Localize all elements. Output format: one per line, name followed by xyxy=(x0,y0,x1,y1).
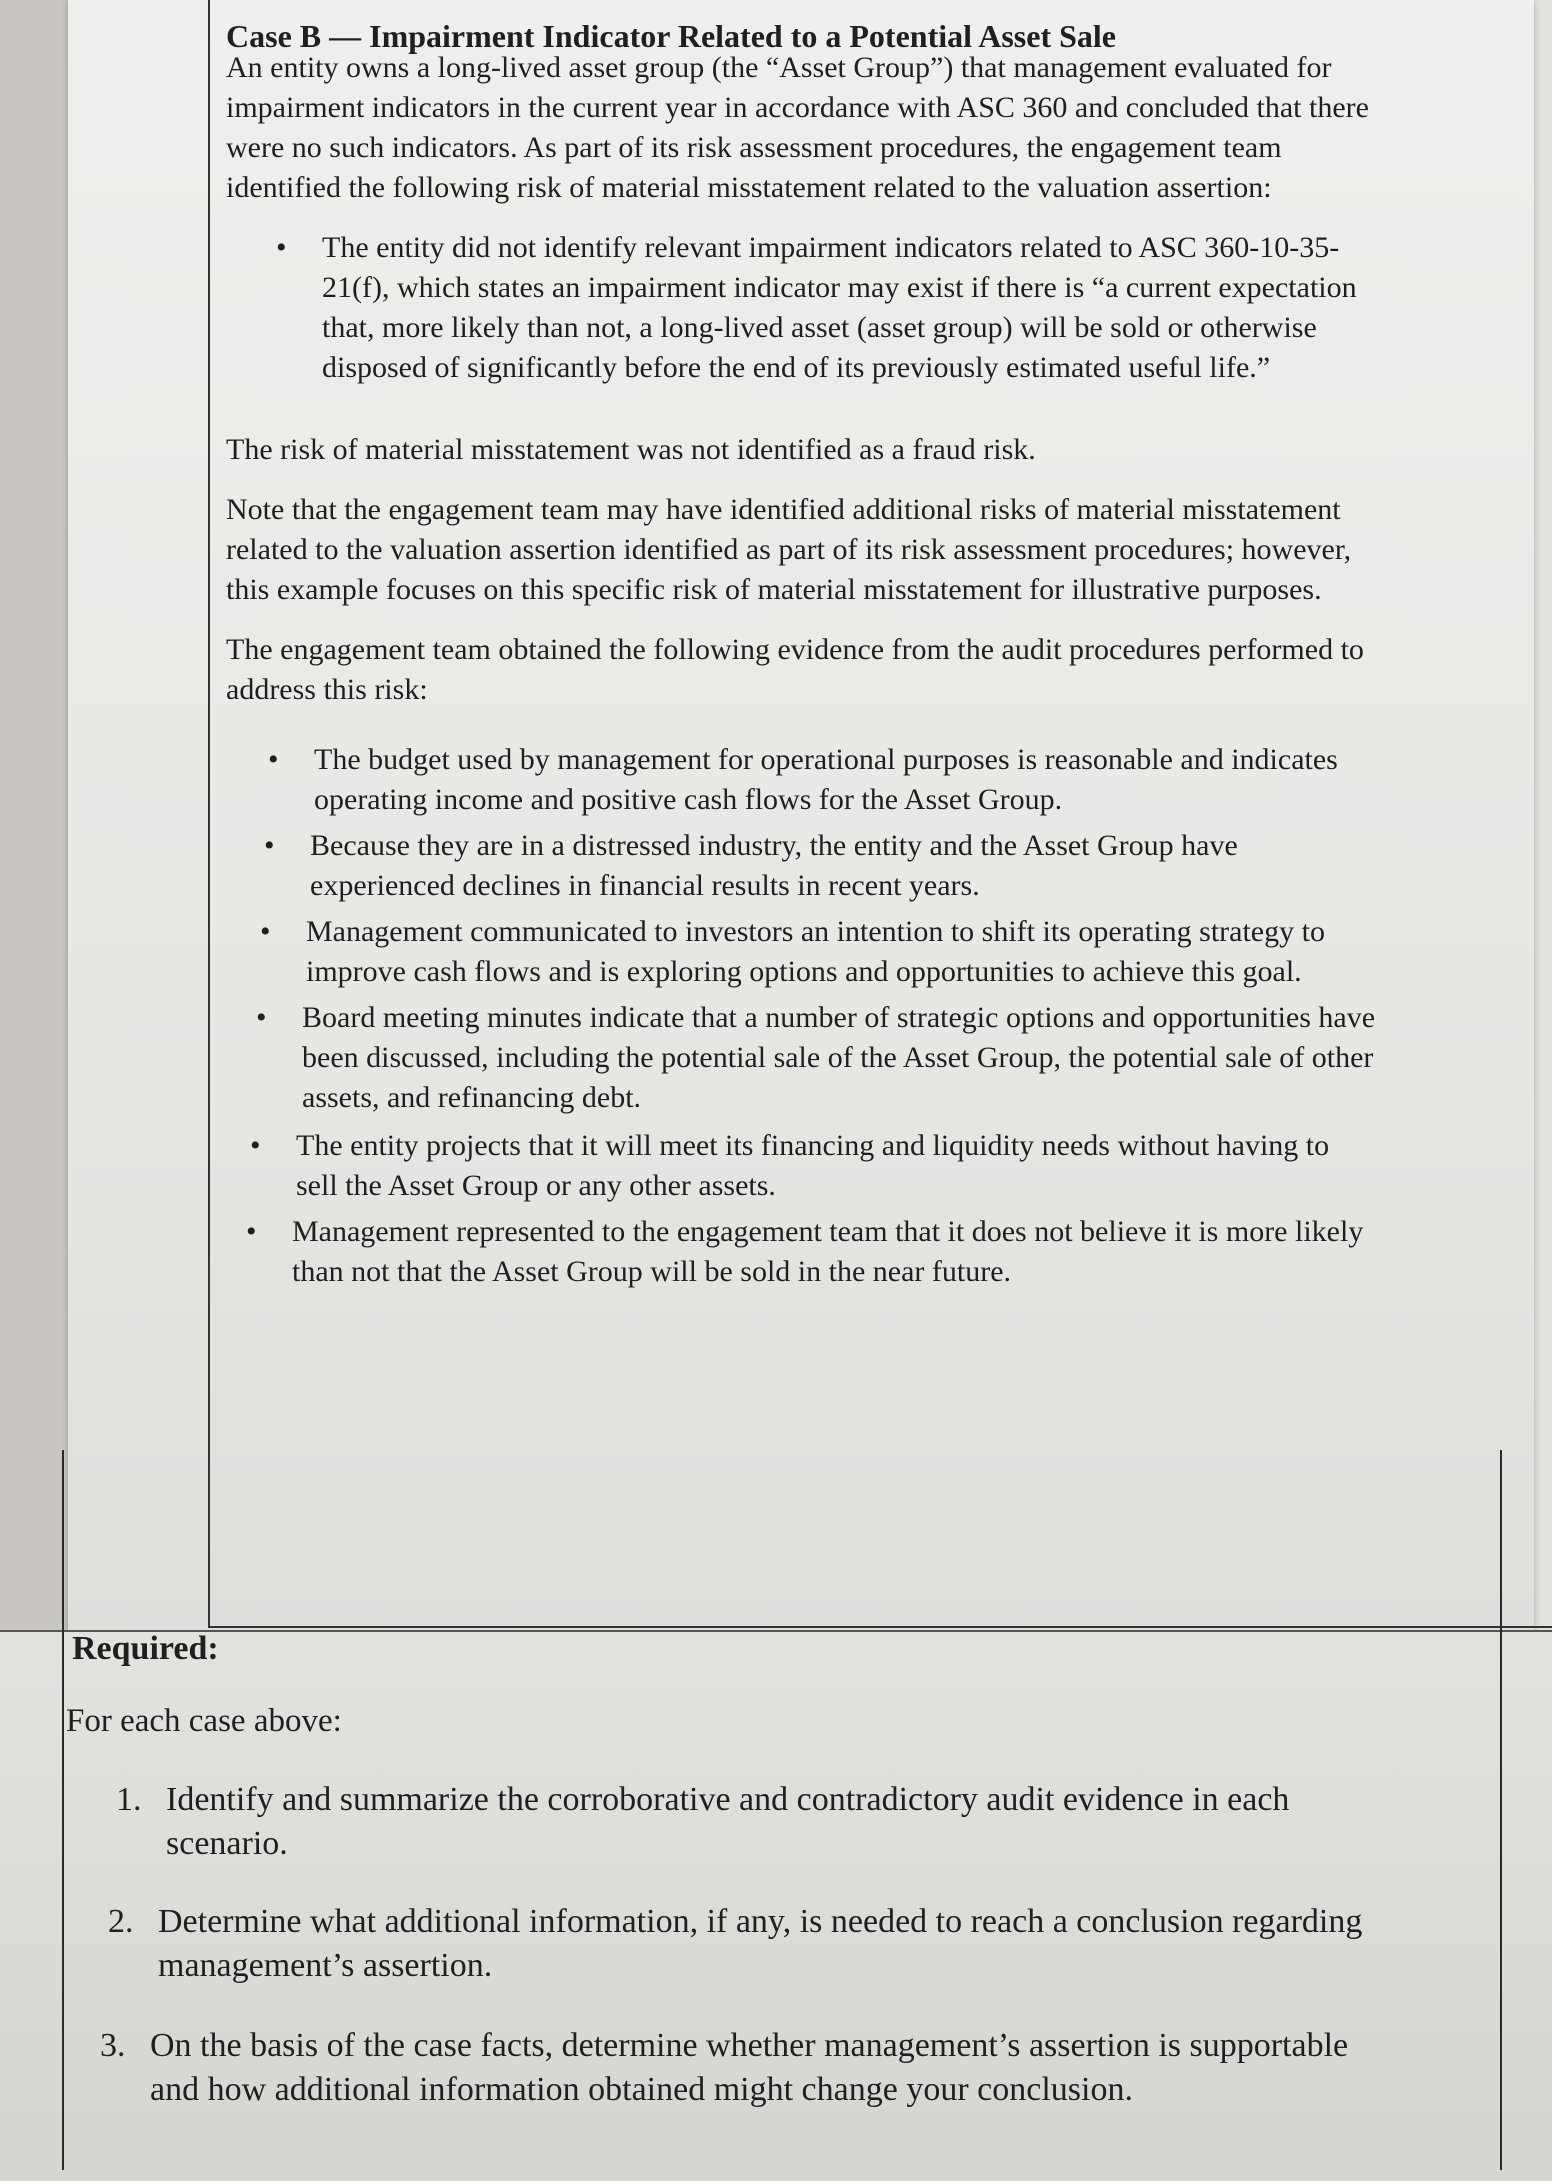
risk-line: disposed of significantly before the end of its previously estimated useful life.” xyxy=(322,351,1271,384)
item-number: 1. xyxy=(116,1781,142,1818)
item-line: scenario. xyxy=(166,1825,288,1862)
evidence-line: experienced declines in financial results in recent years. xyxy=(310,869,980,902)
risk-line: that, more likely than not, a long-lived asset (asset group) will be sold or otherwise xyxy=(322,311,1317,344)
intro-line: identified the following risk of material misstatement related to the valuation assertion: xyxy=(226,171,1272,204)
evidence-intro-line: The engagement team obtained the following evidence from the audit procedures performed to xyxy=(226,633,1364,666)
evidence-line: Management communicated to investors an intention to shift its operating strategy to xyxy=(306,915,1325,948)
evidence-line: Board meeting minutes indicate that a number of strategic options and opportunities have xyxy=(302,1001,1376,1034)
risk-line: 21(f), which states an impairment indicator may exist if there is “a current expectation xyxy=(322,271,1357,304)
evidence-item xyxy=(264,826,1540,906)
bullet-dot: • xyxy=(276,231,287,264)
item-line: Identify and summarize the corroborative and contradictory audit evidence in each xyxy=(166,1781,1290,1818)
note-paragraph xyxy=(226,490,1526,610)
evidence-line: than not that the Asset Group will be sold in the near future. xyxy=(292,1255,1012,1288)
note-line: related to the valuation assertion identified as part of its risk assessment procedures; however, xyxy=(226,533,1352,566)
evidence-item xyxy=(260,912,1536,992)
evidence-intro-line: address this risk: xyxy=(226,673,428,706)
evidence-line: assets, and refinancing debt. xyxy=(302,1081,642,1114)
risk-line: The entity did not identify relevant impairment indicators related to ASC 360-10-35- xyxy=(322,231,1340,264)
bullet-dot: • xyxy=(260,915,271,948)
intro-line: An entity owns a long-lived asset group (the “Asset Group”) that management evaluated for xyxy=(226,51,1332,84)
evidence-line: The entity projects that it will meet its financing and liquidity needs without having to xyxy=(296,1129,1330,1162)
evidence-intro xyxy=(226,630,1526,710)
required-item xyxy=(108,1900,1478,1988)
required-item xyxy=(100,2024,1480,2112)
bullet-dot: • xyxy=(250,1129,261,1162)
intro-paragraph xyxy=(226,48,1526,208)
note-line: Note that the engagement team may have identified additional risks of material misstatement xyxy=(226,493,1341,526)
intro-line: impairment indicators in the current year in accordance with ASC 360 and concluded that there xyxy=(226,91,1369,124)
case-b-box xyxy=(208,0,1552,1628)
bullet-dot: • xyxy=(268,743,279,776)
bullet-dot: • xyxy=(264,829,275,862)
item-line: On the basis of the case facts, determine whether management’s assertion is supportable xyxy=(150,2027,1349,2064)
note-line: this example focuses on this specific risk of material misstatement for illustrative purposes. xyxy=(226,573,1322,606)
evidence-item xyxy=(246,1212,1542,1292)
item-line: Determine what additional information, if any, is needed to reach a conclusion regarding xyxy=(158,1903,1363,1940)
evidence-line: operating income and positive cash flows for the Asset Group. xyxy=(314,783,1063,816)
evidence-line: Management represented to the engagement team that it does not believe it is more likely xyxy=(292,1215,1364,1248)
risk-bullet xyxy=(276,228,1522,388)
evidence-line: improve cash flows and is exploring options and opportunities to achieve this goal. xyxy=(306,955,1302,988)
fraud-note: The risk of material misstatement was not identified as a fraud risk. xyxy=(226,433,1036,466)
evidence-line: The budget used by management for operational purposes is reasonable and indicates xyxy=(314,743,1338,776)
evidence-item xyxy=(256,998,1542,1118)
bullet-dot: • xyxy=(246,1215,257,1248)
evidence-line: been discussed, including the potential sale of the Asset Group, the potential sale of other xyxy=(302,1041,1374,1074)
required-heading: Required: xyxy=(72,1630,219,1667)
evidence-item xyxy=(250,1126,1536,1206)
intro-line: were no such indicators. As part of its risk assessment procedures, the engagement team xyxy=(226,131,1282,164)
bullet-dot: • xyxy=(256,1001,267,1034)
evidence-line: Because they are in a distressed industry, the entity and the Asset Group have xyxy=(310,829,1238,862)
item-line: and how additional information obtained might change your conclusion. xyxy=(150,2071,1133,2108)
evidence-line: sell the Asset Group or any other assets. xyxy=(296,1169,776,1202)
evidence-item xyxy=(268,740,1544,820)
case-title: Case B — Impairment Indicator Related to a Potential Asset Sale xyxy=(226,18,1116,54)
item-line: management’s assertion. xyxy=(158,1947,493,1984)
item-number: 3. xyxy=(100,2027,126,2064)
required-item xyxy=(116,1778,1466,1866)
required-subtitle: For each case above: xyxy=(66,1703,342,1739)
item-number: 2. xyxy=(108,1903,134,1940)
case-page xyxy=(68,0,1534,1650)
